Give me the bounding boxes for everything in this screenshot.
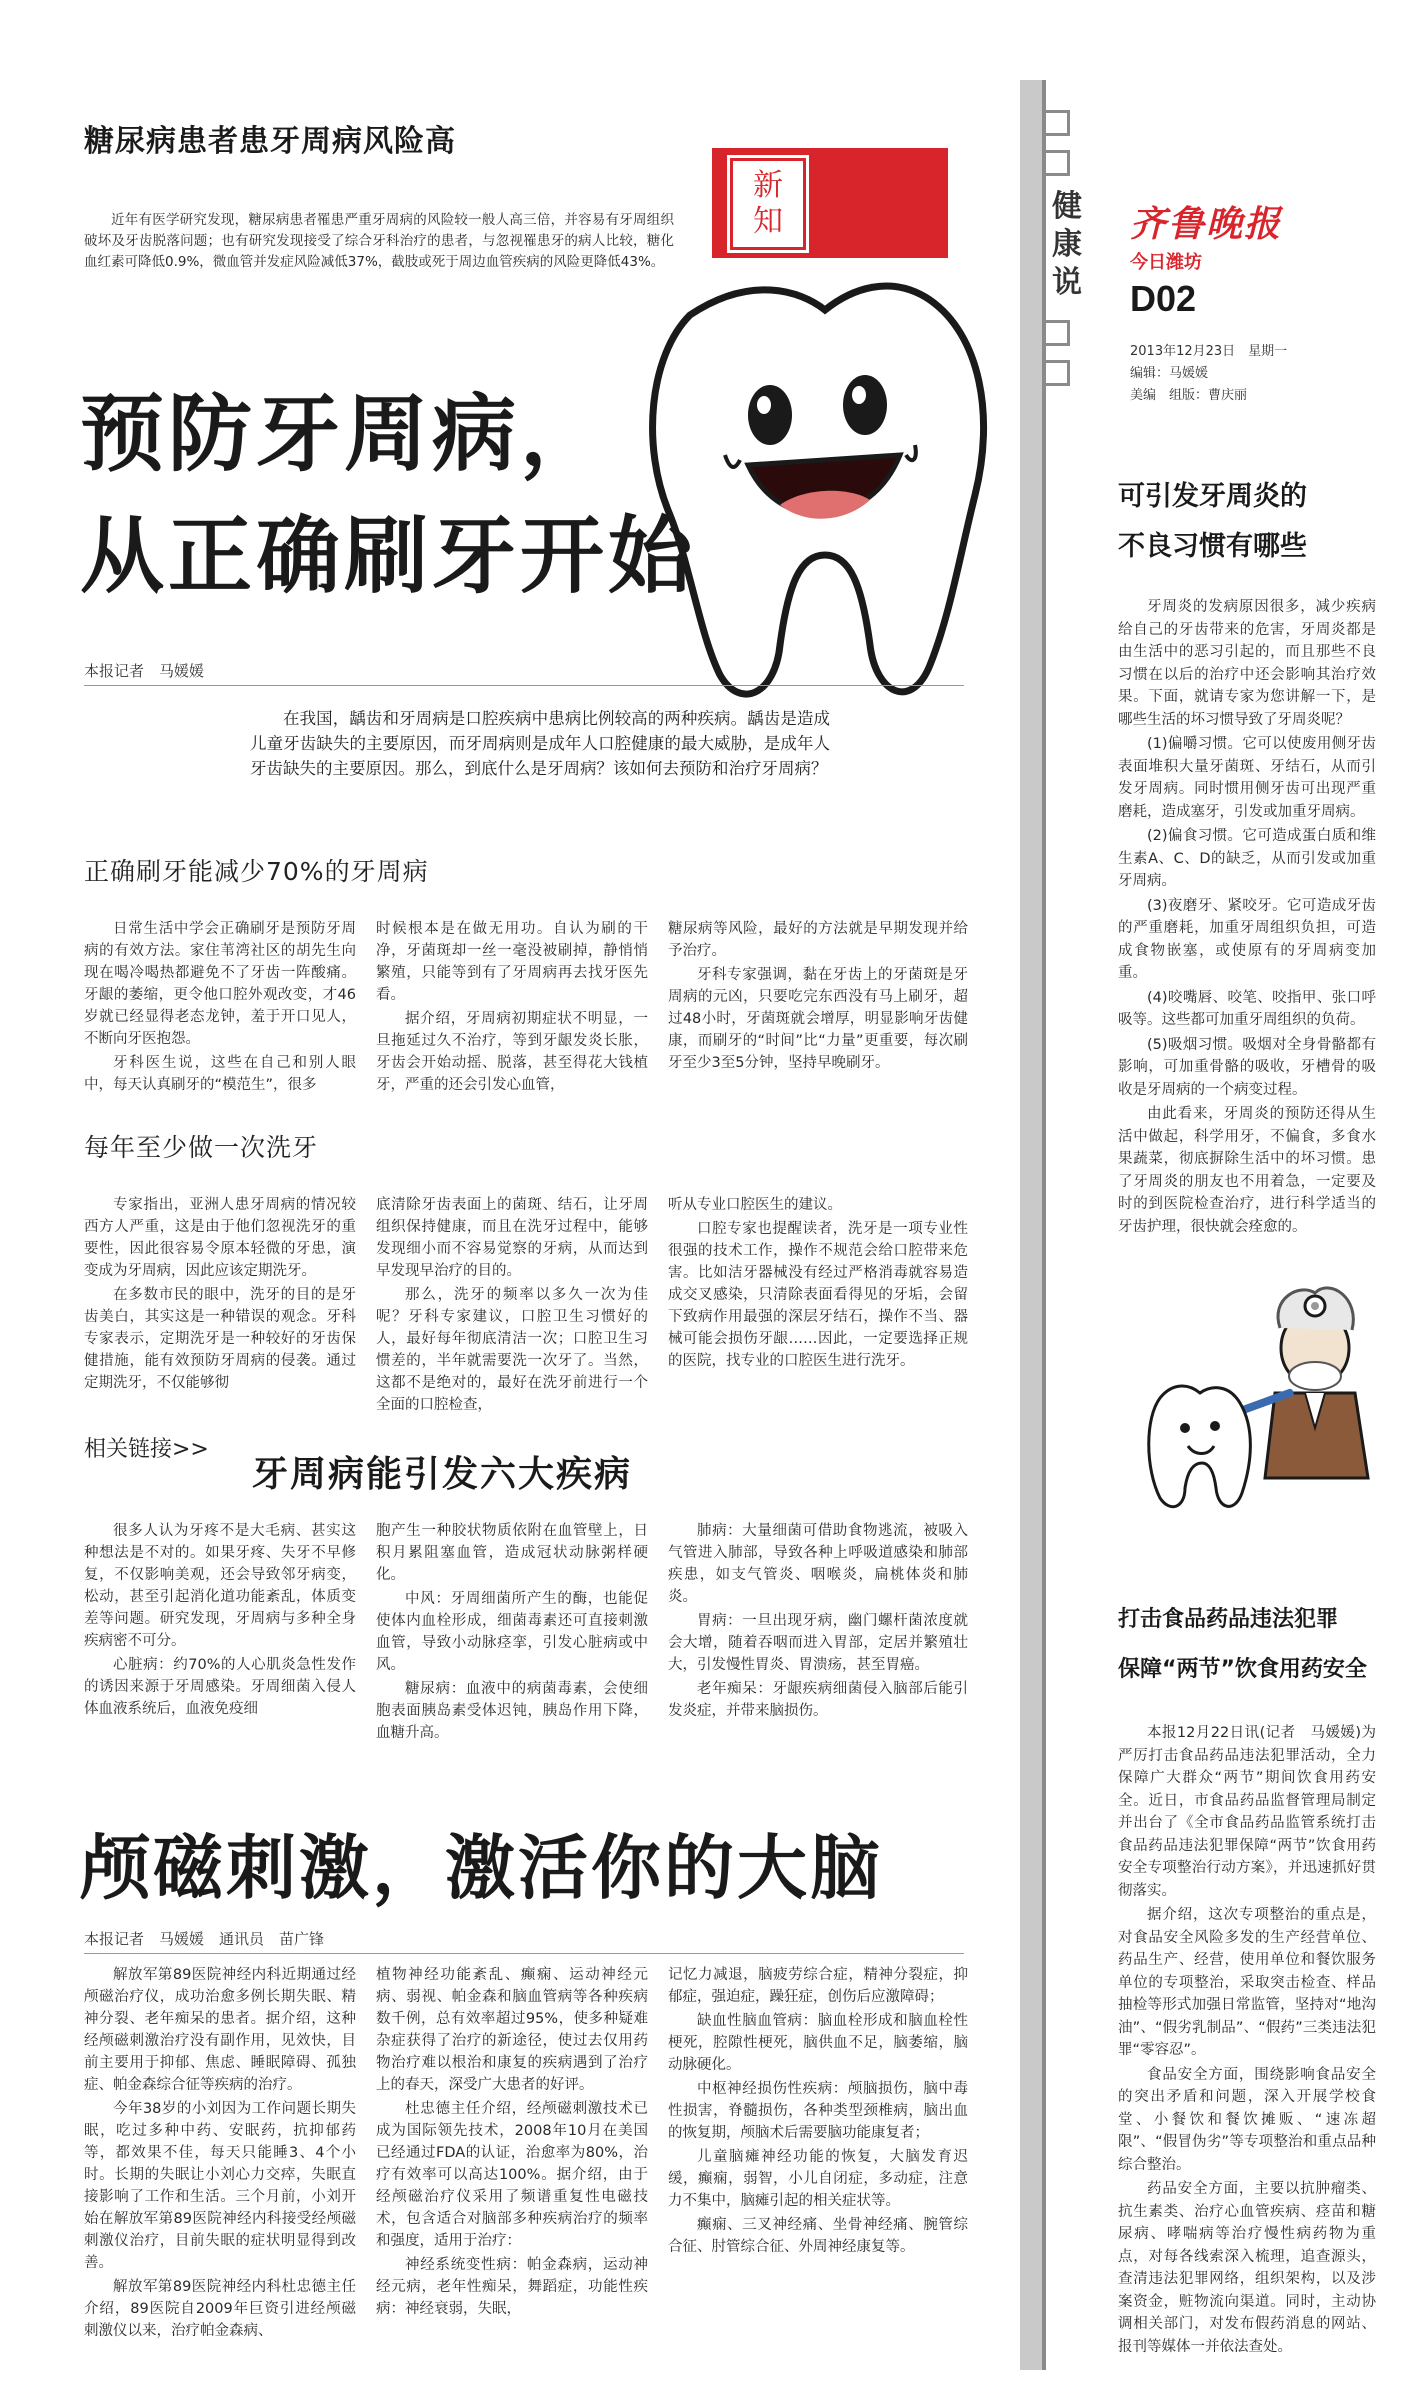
section-heading-cleaning: 每年至少做一次洗牙 — [84, 1133, 319, 1162]
side2-body — [1118, 1722, 1376, 2358]
related-title: 牙周病能引发六大疾病 — [252, 1454, 633, 1495]
paragraph: 糖尿病等风险，最好的方法就是早期发现并给予治疗。 — [668, 921, 968, 959]
paragraph: 专家指出，亚洲人患牙周病的情况较西方人严重，这是由于他们忽视洗牙的重要性，因此很容易令原本轻微的牙患，演变成为牙周病，因此应该定期洗牙。 — [84, 1197, 356, 1279]
smiling-tooth-illustration — [630, 255, 1000, 715]
sec1-column-2 — [376, 918, 648, 1096]
paragraph: 胞产生一种胶状物质依附在血管壁上，日积月累阻塞血管，造成冠状动脉粥样硬化。 — [376, 1523, 648, 1583]
brain-column-1 — [84, 1964, 356, 2342]
paragraph: 食品安全方面，围绕影响食品安全的突出矛盾和问题，深入开展学校食堂、小餐饮和餐饮摊贩、“速冻超限”、“假冒伪劣”等专项整治和重点品种综合整治。 — [1118, 2066, 1376, 2173]
paragraph: 本报12月22日讯(记者 马媛媛)为严厉打击食品药品违法犯罪活动，全力保障广大群众“两节”期间饮食用药安全。近日，市食品药品监督管理局制定并出台了《全市食品药品监管系统打击食品药品违法犯罪保障“两节”饮食用药安全专项整治行动方案》，并迅速抓好贯彻落实。 — [1118, 1725, 1376, 1899]
paragraph: 据介绍，这次专项整治的重点是，对食品安全风险多发的生产经营单位、药品生产、经营，使用单位和餐饮服务单位的专项整治，采取突击检查、样品抽检等形式加强日常监管，坚持对“地沟油”、“假劣乳制品”、“假药”三类违法犯罪“零容忍”。 — [1118, 1907, 1376, 2058]
paragraph: (1)偏嚼习惯。它可以使废用侧牙齿表面堆积大量牙菌斑、牙结石，从而引发牙周病。同时惯用侧牙齿可出现严重磨耗，造成塞牙，引发或加重牙周病。 — [1118, 736, 1376, 820]
paragraph: 糖尿病：血液中的病菌毒素，会使细胞表面胰岛素受体迟钝，胰岛作用下降，血糖升高。 — [376, 1681, 648, 1741]
paper-logo: 齐鲁晚报 — [1130, 203, 1283, 245]
fret-ornament — [1044, 110, 1070, 136]
related-label: 相关链接>> — [84, 1437, 209, 1462]
paragraph: 那么，洗牙的频率以多久一次为佳呢？牙科专家建议，口腔卫生习惯好的人，最好每年彻底清洁一次；口腔卫生习惯差的，半年就需要洗一次牙了。当然，这都不是绝对的，最好在洗牙前进行一个全面的口腔检查， — [376, 1287, 648, 1413]
paragraph: 心脏病：约70%的人心肌炎急性发作的诱因来源于牙周感染。牙周细菌入侵人体血液系统后，血液免疫细 — [84, 1657, 356, 1717]
paragraph: 儿童脑瘫神经功能的恢复，大脑发育迟缓，癫痫，弱智，小儿自闭症，多动症，注意力不集中，脑瘫引起的相关症状等。 — [668, 2149, 968, 2209]
paragraph: 植物神经功能紊乱、癫痫、运动神经元病、弱视、帕金森和脑血管病等各种疾病数千例，总有效率超过95%，使多种疑难杂症获得了治疗的新途径，使过去仅用药物治疗难以根治和康复的疾病遇到了治疗上的春天，深受广大患者的好评。 — [376, 1967, 648, 2093]
main-title-line1: 预防牙周病， — [80, 385, 609, 483]
side2-title-line1: 打击食品药品违法犯罪 — [1118, 1607, 1339, 1632]
paragraph: 肺病：大量细菌可借助食物逃流，被吸入气管进入肺部，导致各种上呼吸道感染和肺部疾患，如支气管炎、咽喉炎，扁桃体炎和肺炎。 — [668, 1523, 968, 1605]
paragraph: 底清除牙齿表面上的菌斑、结石，让牙周组织保持健康，而且在洗牙过程中，能够发现细小而不容易觉察的牙病，从而达到早发现早治疗的目的。 — [376, 1197, 648, 1279]
brain-byline: 本报记者 马媛媛 通讯员 苗广锋 — [84, 1930, 325, 1948]
paragraph: 牙科专家强调，黏在牙齿上的牙菌斑是牙周病的元凶，只要吃完东西没有马上刷牙，超过48小时，牙菌斑就会增厚，明显影响牙齿健康，而刷牙的“时间”比“力量”更重要，每次刷牙至少3至5分钟，坚持早晚刷牙。 — [668, 967, 968, 1071]
paragraph: 记忆力减退，脑疲劳综合症，精神分裂症，抑郁症，强迫症，躁狂症，创伤后应激障碍； — [668, 1967, 968, 2005]
paragraph: 解放军第89医院神经内科杜忠德主任介绍，89医院自2009年巨资引进经颅磁刺激仪以来，治疗帕金森病、 — [84, 2279, 356, 2339]
sec2-column-2 — [376, 1194, 648, 1416]
side1-body — [1118, 596, 1376, 1238]
editor-credit: 编辑：马媛媛 — [1130, 366, 1209, 381]
paragraph: (4)咬嘴唇、咬笔、咬指甲、张口呼吸等。这些都可加重牙周组织的负荷。 — [1118, 989, 1376, 1028]
sec1-column-1 — [84, 918, 356, 1096]
related-column-1 — [84, 1520, 356, 1720]
side1-title-line2: 不良习惯有哪些 — [1118, 531, 1307, 562]
related-column-3 — [668, 1520, 968, 1722]
sec2-column-3 — [668, 1194, 968, 1372]
main-title-line2: 从正确刷牙开始 — [80, 507, 697, 605]
paragraph: 癫痫、三叉神经痛、坐骨神经痛、腕管综合征、肘管综合征、外周神经康复等。 — [668, 2217, 968, 2255]
side1-title-line1: 可引发牙周炎的 — [1118, 481, 1307, 512]
byline-rule — [84, 685, 964, 686]
paragraph: 中风：牙周细菌所产生的酶，也能促使体内血栓形成，细菌毒素还可直接刺激血管，导致小动脉痉挛，引发心脏病或中风。 — [376, 1591, 648, 1673]
paragraph: 解放军第89医院神经内科近期通过经颅磁治疗仪，成功治愈多例长期失眠、精神分裂、老年痴呆的患者。据介绍，这种经颅磁刺激治疗没有副作用，见效快，目前主要用于抑郁、焦虑、睡眠障碍、孤独症、帕金森综合征等疾病的治疗。 — [84, 1967, 356, 2093]
paragraph: 杜忠德主任介绍，经颅磁刺激技术已成为国际领先技术，2008年10月在美国已经通过FDA的认证，治愈率为80%，治疗有效率可以高达100%。据介绍，由于经颅磁治疗仪采用了频谱重复性电磁技术，包含适合对脑部多种疾病治疗的频率和强度，适用于治疗： — [376, 2101, 648, 2249]
brain-column-2 — [376, 1964, 648, 2320]
xinzhi-label: 新知 — [753, 168, 783, 239]
paragraph: (2)偏食习惯。它可造成蛋白质和维生素A、C、D的缺乏，从而引发或加重牙周病。 — [1118, 828, 1376, 889]
main-lead: 在我国，龋齿和牙周病是口腔疾病中患病比例较高的两种疾病。龋齿是造成儿童牙齿缺失的主要原因，而牙周病则是成年人口腔健康的最大威胁，是成年人牙齿缺失的主要原因。那么，到底什么是牙周病？该如何去预防和治疗牙周病？ — [250, 709, 830, 778]
page-number: D02 — [1130, 278, 1197, 319]
paragraph: 日常生活中学会正确刷牙是预防牙周病的有效方法。家住苇湾社区的胡先生向现在喝冷喝热都避免不了牙齿一阵酸痛。牙龈的萎缩，更令他口腔外观改变，才46岁就已经显得老态龙钟，羞于开口见人，不断向牙医抱怨。 — [84, 921, 356, 1047]
paragraph: 药品安全方面，主要以抗肿瘤类、抗生素类、治疗心血管疾病、痉苗和糖尿病、哮喘病等治疗慢性病药物为重点，对每各线索深入梳理，追查源头，查清违法犯罪网络，组织架构，以及涉案资金，赃物流向渠道。同时，主动协调相关部门，对发布假药消息的网站、报刊等媒体一并依法查处。 — [1118, 2181, 1376, 2355]
paragraph: (5)吸烟习惯。吸烟对全身骨骼都有影响，可加重骨骼的吸收，牙槽骨的吸收是牙周病的一个病变过程。 — [1118, 1036, 1376, 1098]
main-byline: 本报记者 马媛媛 — [84, 662, 205, 680]
paragraph: 在多数市民的眼中，洗牙的目的是牙齿美白，其实这是一种错误的观念。牙科专家表示，定期洗牙是一种较好的牙齿保健措施，能有效预防牙周病的侵袭。通过定期洗牙，不仅能够彻 — [84, 1287, 356, 1391]
paragraph: 牙周炎的发病原因很多，减少疾病给自己的牙齿带来的危害，牙周炎都是由生活中的恶习引起的，而且那些不良习惯在以后的治疗中还会影响其治疗效果。下面，就请专家为您讲解一下，是哪些生活的坏习惯导致了牙周炎呢？ — [1118, 599, 1376, 728]
paragraph: 口腔专家也提醒读者，洗牙是一项专业性很强的技术工作，操作不规范会给口腔带来危害。比如洁牙器械没有经过严格消毒就容易造成交叉感染，只清除表面看得见的牙垢，会留下致病作用最强的深层牙结石，操作不当、器械可能会损伤牙龈……因此，一定要选择正规的医院，找专业的口腔医生进行洗牙。 — [668, 1221, 968, 1369]
design-credit: 美编 组版：曹庆丽 — [1130, 388, 1248, 403]
section-band-line — [1042, 80, 1046, 2370]
section-band — [1020, 80, 1042, 2370]
brain-title: 颅磁刺激，激活你的大脑 — [80, 1827, 883, 1909]
fret-ornament — [1044, 150, 1070, 176]
paragraph: 神经系统变性病：帕金森病，运动神经元病，老年性痴呆，舞蹈症，功能性疾病：神经衰弱，失眠， — [376, 2257, 648, 2317]
paragraph: 胃病：一旦出现牙病，幽门螺杆菌浓度就会大增，随着吞咽而进入胃部，定居并繁殖壮大，引发慢性胃炎、胃溃疡，甚至胃癌。 — [668, 1613, 968, 1673]
brain-byline-rule — [84, 1953, 964, 1954]
sec2-column-1 — [84, 1194, 356, 1394]
paragraph: 牙科医生说，这些在自己和别人眼中，每天认真刷牙的“模范生”，很多 — [84, 1055, 356, 1093]
dentist-brushing-tooth-illustration — [1140, 1278, 1380, 1518]
paragraph: 听从专业口腔医生的建议。 — [668, 1197, 842, 1213]
paragraph: 由此看来，牙周炎的预防还得从生活中做起，科学用牙，不偏食，多食水果蔬菜，彻底摒除生活中的坏习惯。患了牙周炎的朋友也不用着急，一定要及时的到医院检查治疗，进行科学适当的牙齿护理，很快就会痊愈的。 — [1118, 1106, 1376, 1235]
fret-ornament — [1044, 320, 1070, 346]
paragraph: 中枢神经损伤性疾病：颅脑损伤，脑中毒性损害，脊髓损伤，各种类型颈椎病，脑出血的恢复期，颅脑术后需要脑功能康复者； — [668, 2081, 968, 2141]
paragraph: 很多人认为牙疼不是大毛病、甚实这种想法是不对的。如果牙疼、失牙不早修复，不仅影响美观，还会导致邻牙病变，松动，甚至引起消化道功能紊乱，体质变差等问题。研究发现，牙周病与多种全身疾病密不可分。 — [84, 1523, 356, 1649]
intro-heading: 糖尿病患者患牙周病风险高 — [84, 124, 456, 159]
issue-date: 2013年12月23日 星期一 — [1130, 344, 1288, 359]
intro-body: 近年有医学研究发现，糖尿病患者罹患严重牙周病的风险较一般人高三倍，并容易有牙周组织破坏及牙齿脱落问题；也有研究发现接受了综合牙科治疗的患者，与忽视罹患牙的病人比较，糖化血红素可降低0.9%，微血管并发症风险减低37%，截肢或死于周边血管疾病的风险更降低43%。 — [84, 212, 674, 270]
fret-ornament — [1044, 360, 1070, 386]
side2-title-line2: 保障“两节”饮食用药安全 — [1118, 1657, 1367, 1682]
brain-column-3 — [668, 1964, 968, 2258]
edition-name: 今日潍坊 — [1130, 252, 1202, 273]
section-heading-brushing: 正确刷牙能减少70%的牙周病 — [84, 857, 429, 886]
related-column-2 — [376, 1520, 648, 1744]
paragraph: 据介绍，牙周病初期症状不明显，一旦拖延过久不治疗，等到牙龈发炎长胀，牙齿会开始动摇、脱落，甚至得花大钱植牙，严重的还会引发心血管， — [376, 1011, 648, 1093]
column-name: 健康说 — [1052, 189, 1082, 300]
paragraph: 缺血性脑血管病：脑血栓形成和脑血栓性梗死，腔隙性梗死，脑供血不足，脑萎缩，脑动脉硬化。 — [668, 2013, 968, 2073]
paragraph: 时候根本是在做无用功。自认为刷的干净，牙菌斑却一丝一毫没被刷掉，静悄悄繁殖，只能等到有了牙周病再去找牙医先看。 — [376, 921, 648, 1003]
paragraph: 今年38岁的小刘因为工作问题长期失眠，吃过多种中药、安眠药，抗抑郁药等，都效果不佳，每天只能睡3、4个小时。长期的失眠让小刘心力交瘁，失眠直接影响了工作和生活。三个月前，小刘开始在解放军第89医院神经内科接受经颅磁刺激仪治疗，目前失眠的症状明显得到改善。 — [84, 2101, 356, 2271]
xinzhi-badge — [712, 148, 948, 258]
paragraph: 老年痴呆：牙龈疾病细菌侵入脑部后能引发炎症，并带来脑损伤。 — [668, 1681, 968, 1719]
sec1-column-3 — [668, 918, 968, 1074]
paragraph: (3)夜磨牙、紧咬牙。它可造成牙齿的严重磨耗，加重牙周组织负担，可造成食物嵌塞，或使原有的牙周病变加重。 — [1118, 897, 1376, 981]
